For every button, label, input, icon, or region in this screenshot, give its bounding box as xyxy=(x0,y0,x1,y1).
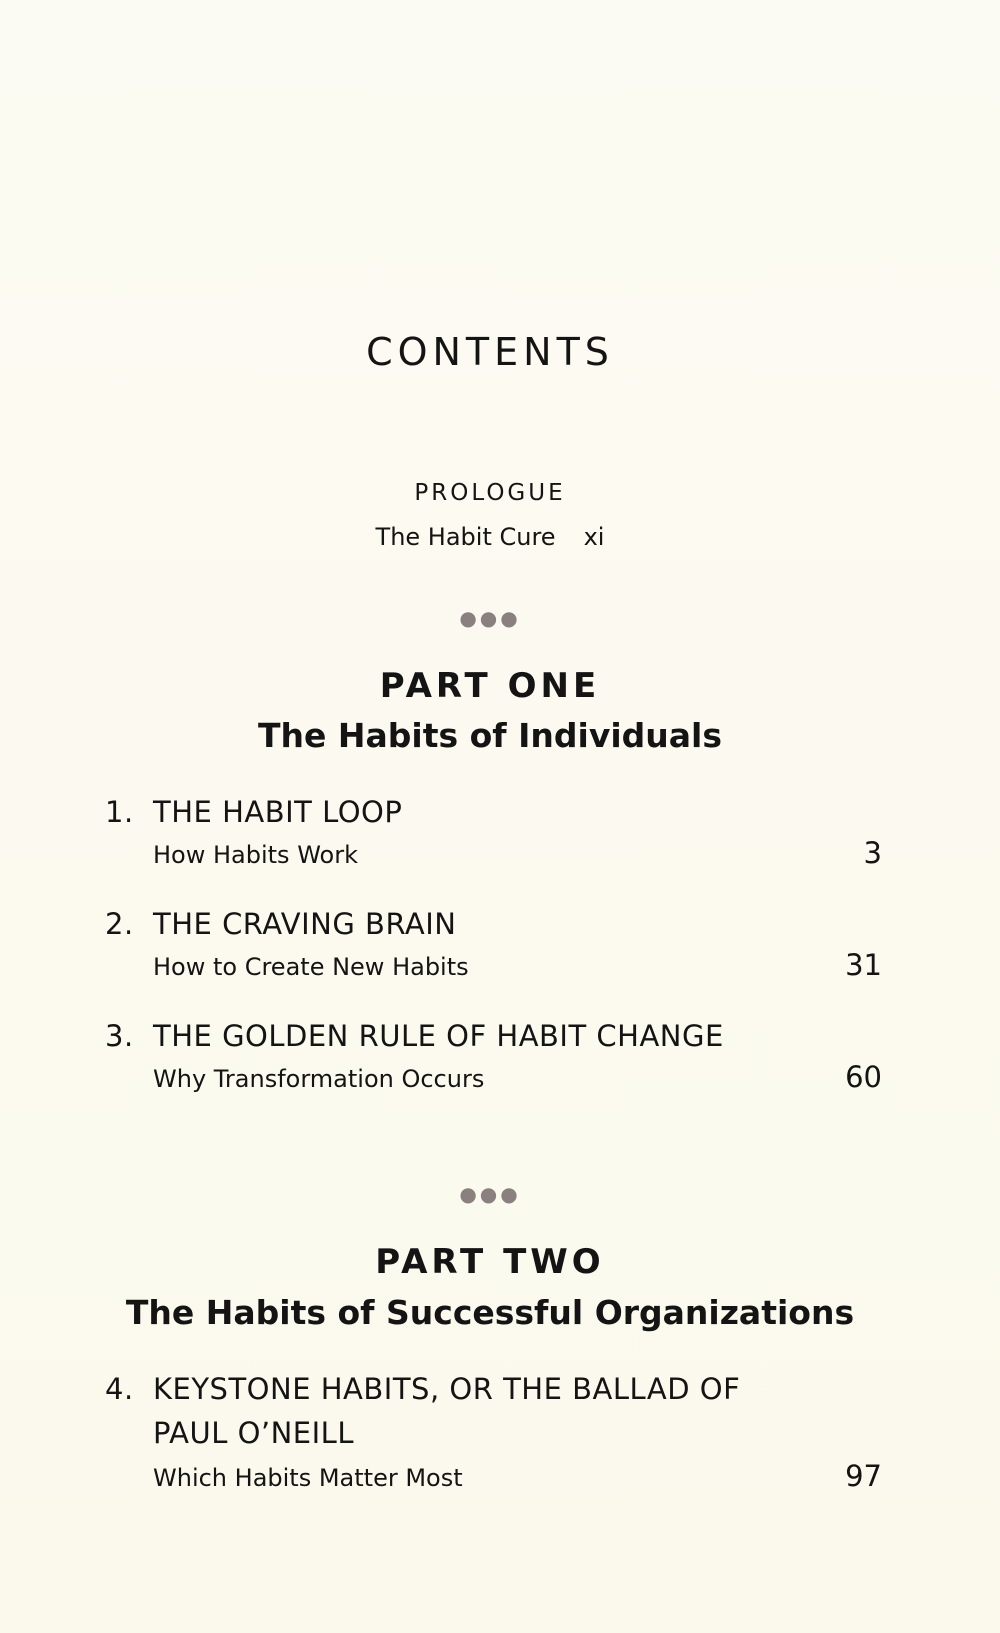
chapter-number: 4. xyxy=(105,1372,134,1406)
chapter-3-page: 60 xyxy=(845,1060,882,1094)
part-one-title: The Habits of Individuals xyxy=(258,716,722,755)
section-divider: ●●● xyxy=(459,606,521,630)
chapter-number: 3. xyxy=(105,1019,134,1053)
chapter-4-title-line2: PAUL O’NEILL xyxy=(153,1416,354,1450)
chapter-3-subtitle: Why Transformation Occurs xyxy=(153,1065,485,1093)
part-two-label: PART TWO xyxy=(375,1242,605,1282)
prologue-label: PROLOGUE xyxy=(414,480,566,506)
part-two-title: The Habits of Successful Organizations xyxy=(125,1293,855,1332)
chapter-title: THE GOLDEN RULE OF HABIT CHANGE xyxy=(153,1019,724,1053)
chapter-1-subtitle: How Habits Work xyxy=(153,841,358,869)
chapter-title: THE HABIT LOOP xyxy=(153,795,403,829)
prologue-title: The Habit Cure xyxy=(375,523,556,551)
chapter-4-heading xyxy=(105,1372,740,1406)
prologue-entry xyxy=(0,523,980,551)
chapter-4-subtitle: Which Habits Matter Most xyxy=(153,1464,463,1492)
chapter-title: THE CRAVING BRAIN xyxy=(153,907,457,941)
chapter-1-heading xyxy=(105,795,402,829)
chapter-2-heading xyxy=(105,907,457,941)
chapter-number: 2. xyxy=(105,907,134,941)
chapter-number: 1. xyxy=(105,795,134,829)
chapter-title: KEYSTONE HABITS, OR THE BALLAD OF xyxy=(153,1372,741,1406)
part-one-label: PART ONE xyxy=(379,666,601,706)
prologue-page: xi xyxy=(583,523,605,551)
chapter-2-page: 31 xyxy=(845,948,882,982)
chapter-3-heading xyxy=(105,1019,724,1053)
chapter-1-page: 3 xyxy=(863,836,882,870)
chapter-2-subtitle: How to Create New Habits xyxy=(153,953,469,981)
chapter-4-page: 97 xyxy=(845,1459,882,1493)
page-title: CONTENTS xyxy=(366,330,614,374)
section-divider: ●●● xyxy=(459,1182,521,1206)
